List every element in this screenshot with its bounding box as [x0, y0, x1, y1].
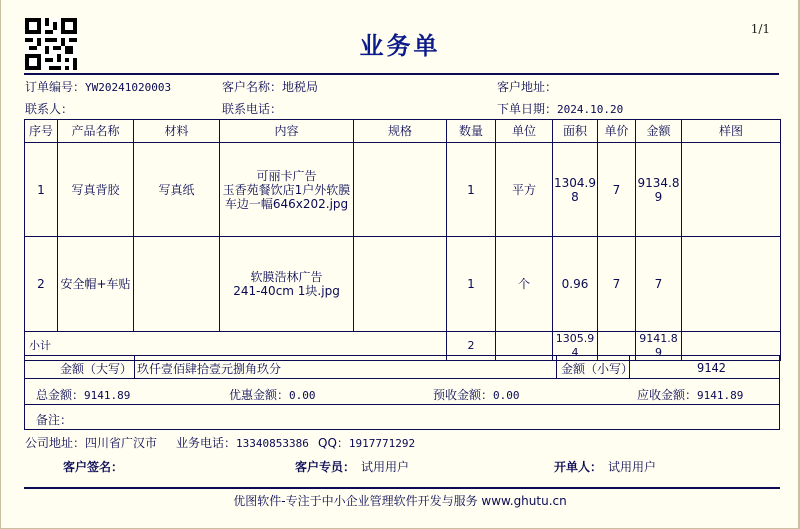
divider [556, 356, 557, 378]
subtotal-label: 小计 [25, 332, 447, 361]
company-address: 公司地址：四川省广汉市 [25, 436, 158, 450]
totals-row [24, 378, 780, 405]
area: 0.96 [553, 237, 598, 332]
total-amount: 总金额：9141.89 [36, 388, 131, 402]
column-header: 金额 [636, 120, 682, 143]
contact-phone: 联系电话： [222, 102, 283, 116]
amount: 9134.89 [636, 143, 682, 237]
area: 1304.98 [553, 143, 598, 237]
document-title: 业务单 [359, 32, 441, 60]
product-name: 写真背胶 [58, 143, 134, 237]
material: 写真纸 [134, 143, 220, 237]
quantity: 1 [447, 143, 496, 237]
row-number: 2 [25, 237, 58, 332]
sample-image [682, 237, 781, 332]
column-header: 单价 [598, 120, 636, 143]
column-header: 序号 [25, 120, 58, 143]
unit-price: 7 [598, 143, 636, 237]
amount: 7 [636, 237, 682, 332]
column-header: 数量 [447, 120, 496, 143]
prepaid-amount: 预收金额：0.00 [433, 388, 520, 402]
subtotal-area: 1305.94 [553, 332, 598, 361]
material [134, 237, 220, 332]
column-header: 内容 [220, 120, 354, 143]
row-number: 1 [25, 143, 58, 237]
spec [354, 143, 447, 237]
table-header-row [25, 120, 781, 143]
customer-address: 客户地址： [497, 80, 558, 94]
remark-row [24, 404, 780, 430]
customer-signature-label: 客户签名： [63, 460, 124, 474]
column-header: 单位 [496, 120, 553, 143]
column-header: 面积 [553, 120, 598, 143]
company-phone: 业务电话：13340853386 [176, 436, 309, 450]
order-date: 下单日期：2024.10.20 [497, 102, 624, 116]
footer-text: 优图软件-专注于中小企业管理软件开发与服务 www.ghutu.cn [233, 494, 567, 508]
customer-agent: 客户专员： 试用用户 [295, 460, 410, 474]
column-header: 样图 [682, 120, 781, 143]
items-table [24, 119, 781, 361]
amount-words-label: 金额（大写） [60, 362, 133, 376]
divider [134, 356, 135, 378]
subtotal-quantity: 2 [447, 332, 496, 361]
column-header: 产品名称 [58, 120, 134, 143]
issuer: 开单人： 试用用户 [554, 460, 657, 474]
subtotal-amount: 9141.89 [636, 332, 682, 361]
quantity: 1 [447, 237, 496, 332]
order-number: 订单编号：YW20241020003 [25, 80, 172, 94]
footer-divider [24, 487, 780, 489]
amount-words-value: 玖仟壹佰肆拾壹元捌角玖分 [137, 362, 282, 376]
content: 可丽卡广告 玉香苑餐饮店1户外软膜车边一幅646x202.jpg [220, 143, 354, 237]
unit: 平方 [496, 143, 553, 237]
unit: 个 [496, 237, 553, 332]
receivable-amount: 应收金额：9141.89 [637, 388, 744, 402]
column-header: 规格 [354, 120, 447, 143]
sample-image [682, 143, 781, 237]
discount-amount: 优惠金额：0.00 [229, 388, 316, 402]
content: 软膜浩林广告 241-40cm 1块.jpg [220, 237, 354, 332]
table-row [25, 143, 781, 237]
unit-price: 7 [598, 237, 636, 332]
product-name: 安全帽+车贴 [58, 237, 134, 332]
table-row [25, 237, 781, 332]
contact-person: 联系人： [25, 102, 74, 116]
customer-name: 客户名称：地税局 [222, 80, 319, 94]
header-divider [24, 73, 779, 75]
amount-small-label: 金额（小写） [561, 362, 634, 376]
amount-small-value: 9142 [697, 361, 726, 375]
spec [354, 237, 447, 332]
page-indicator: 1/1 [750, 22, 770, 36]
company-qq: QQ：1917771292 [318, 436, 416, 450]
remark: 备注： [36, 413, 73, 427]
amount-words-row [24, 355, 780, 379]
column-header: 材料 [134, 120, 220, 143]
